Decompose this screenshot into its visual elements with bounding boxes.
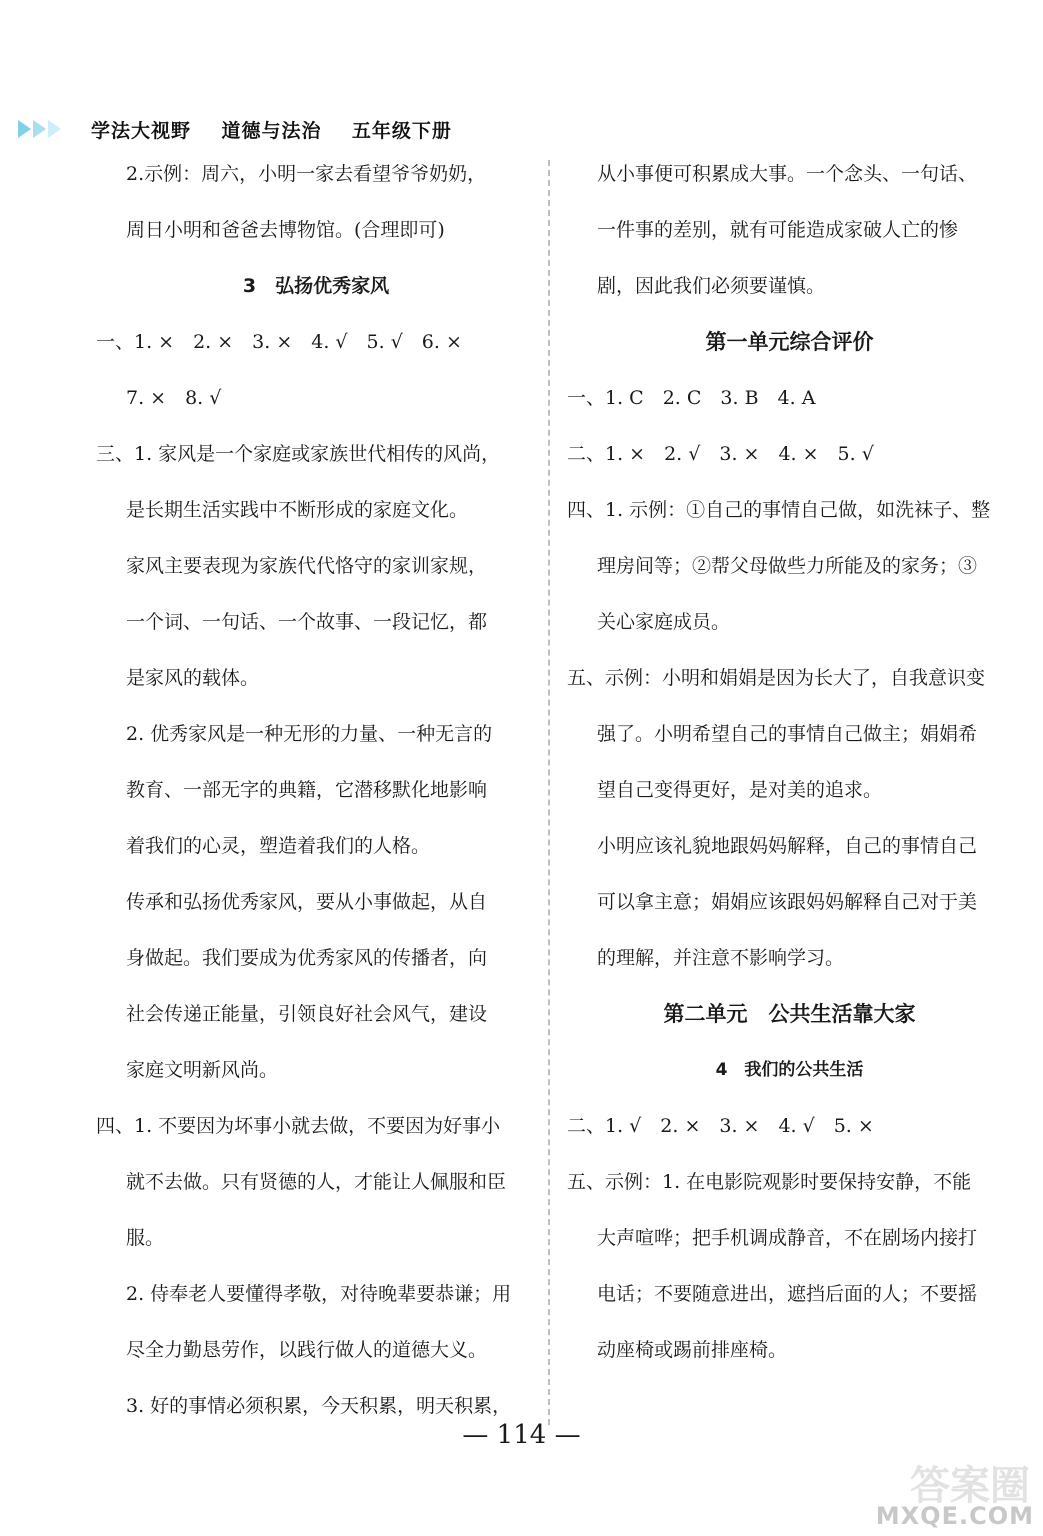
left-column [96,146,536,1434]
text-line: 的理解，并注意不影响学习。 [597,947,845,969]
right-column [567,146,1012,1378]
text-line: 五、示例：1. 在电影院观影时要保持安静，不能 [567,1171,972,1193]
text-line: 望自己变得更好，是对美的追求。 [597,779,883,801]
answer-line: 一、1. × 2. × 3. × 4. √ 5. √ 6. × [96,331,462,353]
text-line: 2. 侍奉老人要懂得孝敬，对待晚辈要恭谦；用 [126,1283,512,1305]
watermark-url: MXQE.COM [875,1502,1034,1530]
text-line: 五、示例：小明和娟娟是因为长大了，自我意识变 [567,667,986,689]
answer-line: 一、1. C 2. C 3. B 4. A [567,387,816,409]
page-number: — 114 — [462,1420,581,1450]
text-line: 四、1. 不要因为坏事小就去做，不要因为好事小 [96,1115,501,1137]
text-line: 着我们的心灵，塑造着我们的人格。 [126,835,431,857]
text-line: 三、1. 家风是一个家庭或家族世代相传的风尚， [96,443,501,465]
text-line: 从小事便可积累成大事。一个念头、一句话、 [597,163,978,185]
watermark-title: 答案圈 [910,1463,1030,1509]
answer-line: 二、1. × 2. √ 3. × 4. × 5. √ [567,443,874,465]
text-line: 电话；不要随意进出，遮挡后面的人；不要摇 [597,1283,978,1305]
text-line: 剧，因此我们必须要谨慎。 [597,275,826,297]
text-line: 2.示例：周六，小明一家去看望爷爷奶奶， [126,163,487,185]
text-line: 家风主要表现为家族代代恪守的家训家规， [126,555,488,577]
text-line: 是家风的载体。 [126,667,260,689]
text-line: 社会传递正能量，引领良好社会风气，建设 [126,1003,488,1025]
text-line: 身做起。我们要成为优秀家风的传播者，向 [126,947,488,969]
text-line: 理房间等；②帮父母做些力所能及的家务；③ [597,555,978,577]
section-heading: 第一单元综合评价 [705,330,874,354]
text-line: 动座椅或踢前排座椅。 [597,1339,788,1361]
text-line: 2. 优秀家风是一种无形的力量、一种无言的 [126,723,493,745]
text-line: 传承和弘扬优秀家风，要从小事做起，从自 [126,891,488,913]
header-title: 学法大视野 道德与法治 五年级下册 [91,119,452,142]
answer-line: 7. × 8. √ [126,387,222,409]
answer-line: 二、1. √ 2. × 3. × 4. √ 5. × [567,1115,874,1137]
text-line: 四、1. 示例：①自己的事情自己做，如洗袜子、整 [567,499,991,521]
text-line: 尽全力勤恳劳作，以践行做人的道德大义。 [126,1339,488,1361]
text-line: 关心家庭成员。 [597,611,731,633]
section-heading: 3 弘扬优秀家风 [242,275,390,297]
text-line: 家庭文明新风尚。 [126,1059,279,1081]
text-line: 强了。小明希望自己的事情自己做主；娟娟希 [597,723,978,745]
arrow-decoration-icon [18,120,61,138]
watermark-logo [870,1452,1040,1536]
section-heading: 第二单元 公共生活靠大家 [663,1002,916,1026]
text-line: 服。 [126,1227,165,1249]
text-line: 可以拿主意；娟娟应该跟妈妈解释自己对于美 [597,891,978,913]
section-heading: 4 我们的公共生活 [715,1060,864,1080]
text-line: 教育、一部无字的典籍，它潜移默化地影响 [126,779,488,801]
text-line: 就不去做。只有贤德的人，才能让人佩服和臣 [126,1171,507,1193]
text-line: 小明应该礼貌地跟妈妈解释，自己的事情自己 [597,835,978,857]
text-line: 3. 好的事情必须积累，今天积累，明天积累， [126,1395,512,1417]
text-line: 周日小明和爸爸去博物馆。(合理即可) [126,219,445,241]
text-line: 大声喧哗；把手机调成静音，不在剧场内接打 [597,1227,978,1249]
text-line: 是长期生活实践中不断形成的家庭文化。 [126,499,469,521]
page-header [18,112,452,146]
column-divider [548,160,550,1425]
text-line: 一个词、一句话、一个故事、一段记忆，都 [126,611,488,633]
text-line: 一件事的差别，就有可能造成家破人亡的惨 [597,219,959,241]
